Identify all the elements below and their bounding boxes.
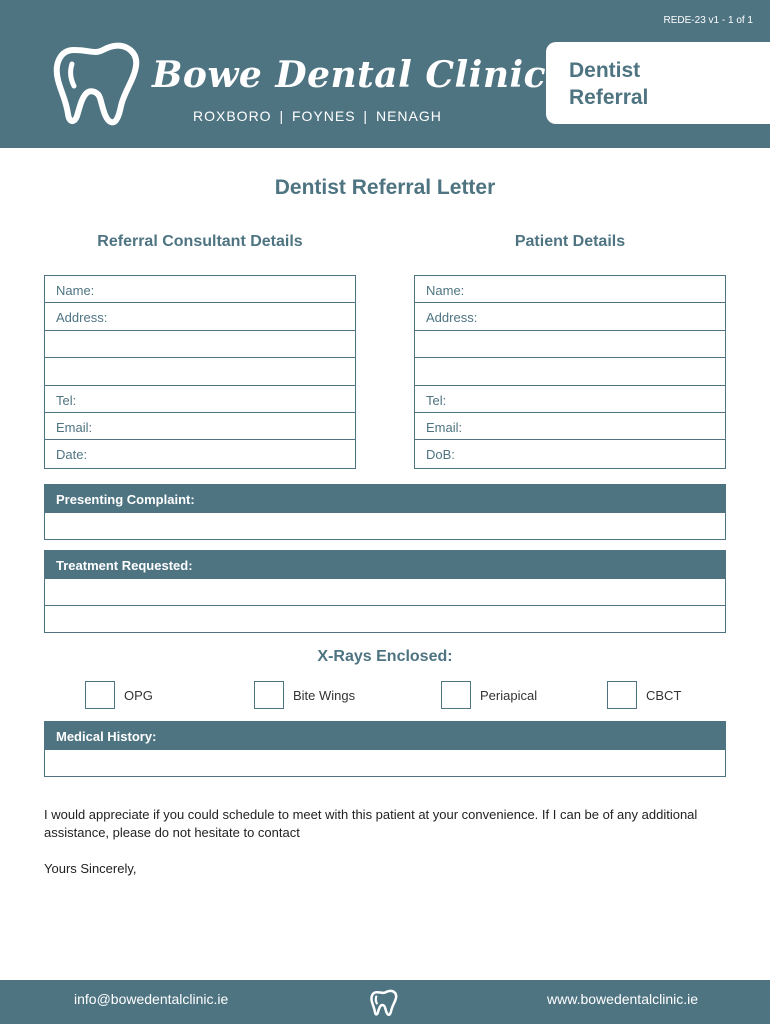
xray-option-cbct[interactable] bbox=[607, 681, 681, 709]
tooth-icon bbox=[52, 40, 142, 126]
form-title-line1: Dentist bbox=[569, 59, 641, 82]
patient-tel-field[interactable]: Tel: bbox=[415, 386, 725, 413]
consultant-address-line2[interactable] bbox=[45, 331, 355, 358]
patient-address-line3[interactable] bbox=[415, 358, 725, 385]
periapical-label: Periapical bbox=[480, 687, 538, 703]
clinic-name: Bowe Dental Clinic bbox=[152, 54, 547, 96]
header-band bbox=[0, 0, 770, 148]
cbct-checkbox[interactable] bbox=[607, 681, 637, 709]
opg-label: OPG bbox=[124, 687, 153, 703]
consultant-details-box bbox=[44, 275, 356, 469]
treatment-requested-field-2[interactable] bbox=[45, 605, 725, 632]
xrays-heading: X-Rays Enclosed: bbox=[317, 648, 453, 665]
tooth-icon bbox=[370, 989, 398, 1016]
treatment-requested-field-1[interactable] bbox=[45, 578, 725, 605]
footer-email-link[interactable]: info@bowedentalclinic.ie bbox=[74, 991, 229, 1007]
consultant-tel-field[interactable]: Tel: bbox=[45, 386, 355, 413]
patient-address-field[interactable]: Address: bbox=[415, 303, 725, 330]
xray-option-bite-wings[interactable] bbox=[254, 681, 355, 709]
medical-history-field[interactable] bbox=[45, 749, 725, 776]
presenting-complaint-label: Presenting Complaint: bbox=[45, 485, 725, 512]
bite-wings-label: Bite Wings bbox=[293, 687, 356, 703]
closing-paragraph: I would appreciate if you could schedule to meet with this patient at your convenience. If I can be of any additional assistance, please do not hesitate to contact bbox=[44, 807, 698, 840]
page-title: Dentist Referral Letter bbox=[274, 176, 496, 199]
consultant-name-field[interactable]: Name: bbox=[45, 276, 355, 303]
form-title-line2: Referral bbox=[569, 86, 649, 109]
clinic-locations: ROXBORO | FOYNES | NENAGH bbox=[193, 108, 442, 124]
form-title-card bbox=[546, 42, 770, 124]
consultant-email-field[interactable]: Email: bbox=[45, 413, 355, 440]
signoff-text: Yours Sincerely, bbox=[44, 861, 137, 876]
patient-details-box bbox=[414, 275, 726, 469]
patient-name-field[interactable]: Name: bbox=[415, 276, 725, 303]
periapical-checkbox[interactable] bbox=[441, 681, 471, 709]
patient-dob-field[interactable]: DoB: bbox=[426, 447, 455, 463]
medical-history-label: Medical History: bbox=[45, 722, 725, 749]
treatment-requested-section bbox=[44, 550, 726, 633]
consultant-address-field[interactable]: Address: bbox=[45, 303, 355, 330]
xray-option-periapical[interactable] bbox=[441, 681, 537, 709]
presenting-complaint-section bbox=[44, 484, 726, 540]
consultant-date-field[interactable]: Date: bbox=[56, 447, 88, 463]
document-code: REDE-23 v1 - 1 of 1 bbox=[663, 15, 753, 26]
cbct-label: CBCT bbox=[646, 687, 682, 703]
consultant-address-line3[interactable] bbox=[45, 358, 355, 385]
patient-heading: Patient Details bbox=[514, 233, 626, 250]
treatment-requested-label: Treatment Requested: bbox=[45, 551, 725, 578]
presenting-complaint-field[interactable] bbox=[45, 512, 725, 539]
patient-address-line2[interactable] bbox=[415, 331, 725, 358]
opg-checkbox[interactable] bbox=[85, 681, 115, 709]
consultant-heading: Referral Consultant Details bbox=[97, 233, 303, 250]
medical-history-section bbox=[44, 721, 726, 777]
xray-option-opg[interactable] bbox=[85, 681, 153, 709]
bite-wings-checkbox[interactable] bbox=[254, 681, 284, 709]
patient-email-field[interactable]: Email: bbox=[415, 413, 725, 440]
footer-band bbox=[0, 980, 770, 1024]
footer-website-link[interactable]: www.bowedentalclinic.ie bbox=[547, 991, 698, 1007]
